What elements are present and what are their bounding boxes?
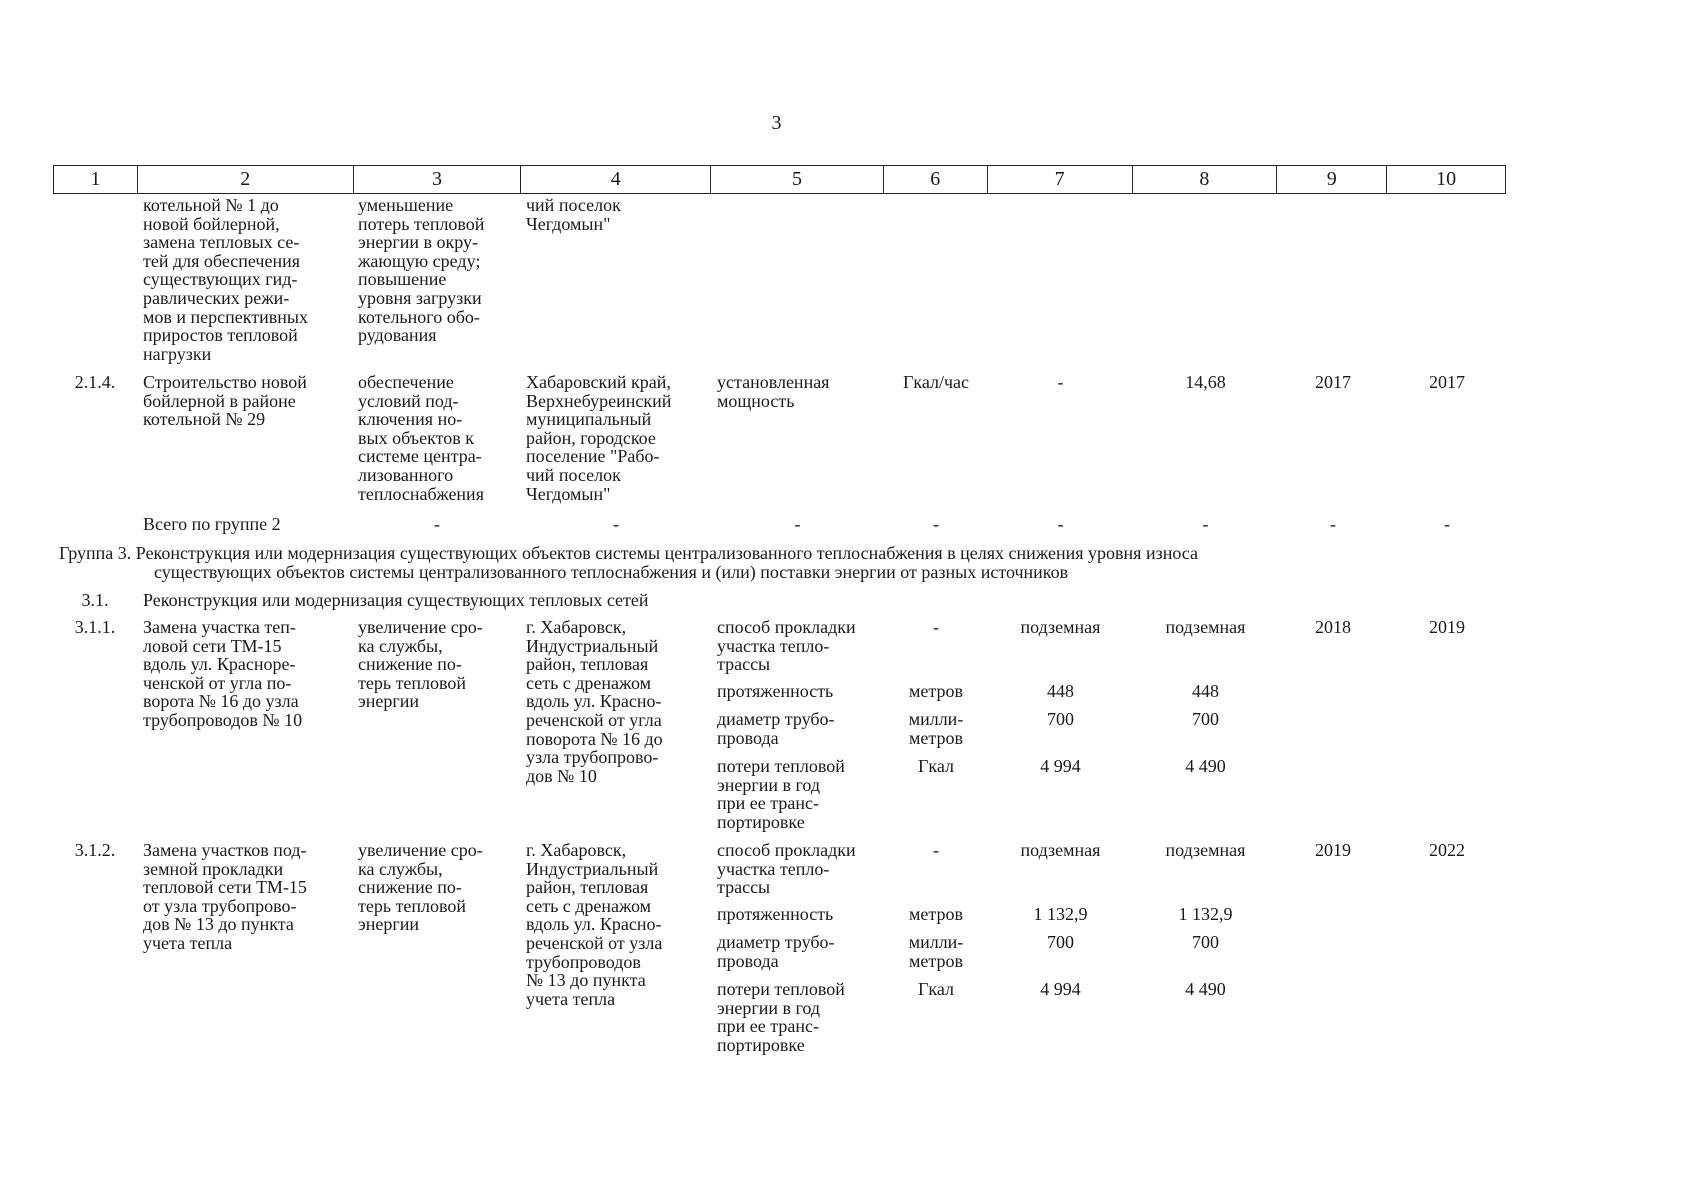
end-year: 2019 — [1429, 617, 1465, 637]
unit: - — [933, 617, 939, 637]
unit: Гкал — [917, 756, 954, 776]
unit: милли- метров — [908, 932, 964, 971]
object-name: Замена участков под- земной прокладки тепловой сети ТМ-15 от узла трубопрово- дов № 13 до пункта учета тепла — [143, 840, 307, 953]
row-number: 2.1.4. — [74, 372, 116, 392]
value-after: подземная — [1165, 617, 1246, 637]
column-header: 9 — [1277, 166, 1387, 193]
indicator-name: способ прокладки участка тепло- трассы — [717, 840, 856, 898]
value-after: 700 — [1192, 709, 1219, 729]
purpose: обеспечение условий под- ключения но- вых объектов к системе центра- лизованного теплоснабжения — [358, 372, 484, 504]
object-name: Строительство новой бойлерной в районе котельной № 29 — [143, 372, 307, 430]
group-total-value: - — [933, 514, 939, 534]
location: г. Хабаровск, Индустриальный район, тепловая сеть с дренажом вдоль ул. Красно- реченской от узла трубопроводов № 13 до пункта учета тепла — [526, 840, 663, 1009]
group-heading-continued: существующих объектов системы централизованного теплоснабжения и (или) поставки энергии от разных источников — [154, 562, 1069, 582]
unit: метров — [909, 904, 963, 924]
column-header: 5 — [711, 166, 884, 193]
row-number: 3.1.2. — [74, 840, 116, 860]
group-total-value: - — [794, 514, 801, 534]
continued-purpose: уменьшение потерь тепловой энергии в окру- жающую среду; повышение уровня загрузки котельного обо- рудования — [358, 195, 485, 346]
group-total-label: Всего по группе 2 — [143, 514, 281, 534]
column-header: 7 — [988, 166, 1133, 193]
group-total-value: - — [613, 514, 619, 534]
indicator-name: потери тепловой энергии в год при ее транс- портировке — [717, 756, 845, 832]
group-total-value: - — [1444, 514, 1450, 534]
value-before: 4 994 — [1040, 979, 1081, 999]
section-number: 3.1. — [81, 590, 109, 610]
continued-object-name: котельной № 1 до новой бойлерной, замена тепловых се- тей для обеспечения существующих гид- равлических режи- мов и перспективных приростов тепловой нагрузки — [143, 195, 308, 364]
value-before: 1 132,9 — [1033, 904, 1088, 924]
value-before: 700 — [1047, 709, 1074, 729]
location: Хабаровский край, Верхнебуреинский муниципальный район, городское поселение "Рабо- чий поселок Чегдомын" — [526, 372, 672, 504]
column-header: 8 — [1133, 166, 1278, 193]
purpose: увеличение сро- ка службы, снижение по- терь тепловой энергии — [358, 617, 483, 712]
indicator-name: способ прокладки участка тепло- трассы — [717, 617, 856, 675]
column-header: 2 — [138, 166, 354, 193]
value-before: - — [1057, 372, 1064, 392]
start-year: 2018 — [1315, 617, 1351, 637]
value-before: подземная — [1020, 840, 1101, 860]
value-before: 4 994 — [1040, 756, 1081, 776]
group-total-value: - — [1202, 514, 1209, 534]
unit: Гкал/час — [902, 372, 970, 392]
group-heading: Группа 3. Реконструкция или модернизация существующих объектов системы централизованного теплоснабжения в целях снижения уровня износа — [59, 543, 1198, 563]
unit: милли- метров — [908, 709, 964, 748]
value-after: 1 132,9 — [1178, 904, 1233, 924]
unit: - — [933, 840, 939, 860]
group-total-value: - — [1330, 514, 1336, 534]
column-header: 4 — [521, 166, 711, 193]
column-header: 1 — [54, 166, 138, 193]
object-name: Замена участка теп- ловой сети ТМ-15 вдоль ул. Красноре- ченской от угла по- ворота № 16 до узла трубопроводов № 10 — [143, 617, 303, 730]
value-after: подземная — [1165, 840, 1246, 860]
continued-location: чий поселок Чегдомын" — [526, 195, 621, 234]
end-year: 2017 — [1429, 372, 1465, 392]
end-year: 2022 — [1429, 840, 1465, 860]
value-after: 4 490 — [1185, 979, 1226, 999]
value-after: 14,68 — [1185, 372, 1226, 392]
row-number: 3.1.1. — [74, 617, 116, 637]
indicator-name: протяженность — [717, 904, 834, 924]
indicator-name: протяженность — [717, 681, 834, 701]
purpose: увеличение сро- ка службы, снижение по- терь тепловой энергии — [358, 840, 483, 935]
value-after: 4 490 — [1185, 756, 1226, 776]
indicator-name: потери тепловой энергии в год при ее транс- портировке — [717, 979, 845, 1055]
start-year: 2017 — [1315, 372, 1351, 392]
unit: метров — [909, 681, 963, 701]
page-number: 3 — [771, 112, 782, 134]
start-year: 2019 — [1315, 840, 1351, 860]
section-title: Реконструкция или модернизация существующих тепловых сетей — [143, 590, 649, 610]
group-total-value: - — [434, 514, 440, 534]
value-before: 448 — [1047, 681, 1074, 701]
location: г. Хабаровск, Индустриальный район, тепловая сеть с дренажом вдоль ул. Красно- реченской от угла поворота № 16 до узла трубопрово- дов № 10 — [526, 617, 663, 786]
indicator-name: установленная мощность — [717, 372, 830, 411]
column-header: 3 — [354, 166, 522, 193]
indicator-name: диаметр трубо- провода — [717, 709, 835, 748]
group-total-value: - — [1057, 514, 1064, 534]
value-after: 700 — [1192, 932, 1219, 952]
column-header-row — [53, 165, 1506, 194]
value-before: 700 — [1047, 932, 1074, 952]
unit: Гкал — [917, 979, 954, 999]
value-before: подземная — [1020, 617, 1101, 637]
value-after: 448 — [1192, 681, 1219, 701]
column-header: 10 — [1436, 168, 1457, 190]
indicator-name: диаметр трубо- провода — [717, 932, 835, 971]
column-header: 6 — [884, 166, 988, 193]
